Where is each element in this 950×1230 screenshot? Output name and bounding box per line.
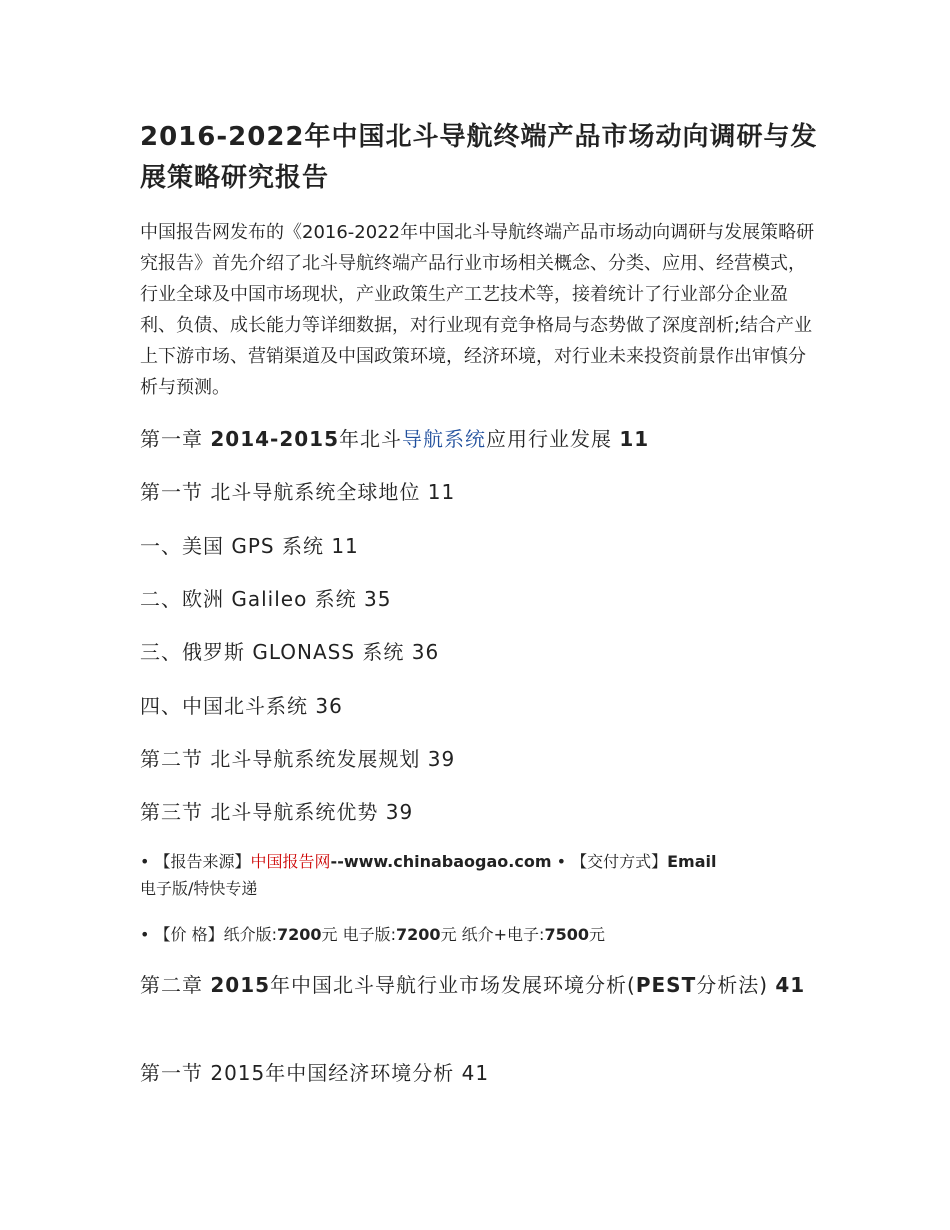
e-price: 7200: [396, 925, 441, 944]
report-intro: 中国报告网发布的《2016-2022年中国北斗导航终端产品市场动向调研与发展策略研究报告》首先介绍了北斗导航终端产品行业市场相关概念、分类、应用、经营模式，行业全球及中国市场现状，产业政策生产工艺技术等，接着统计了行业部分企业盈利、负债、成长能力等详细数据，对行业现有竞争格局与态势做了深度剖析;结合产业上下游市场、营销渠道及中国政策环境，经济环境，对行业未来投资前景作出审慎分析与预测。: [140, 222, 815, 398]
delivery-rest: 电子版/特快专递: [140, 879, 258, 898]
price-unit-2: 元 纸介+电子:: [440, 925, 545, 944]
paper-price: 7200: [277, 925, 322, 944]
price-unit-3: 元: [588, 925, 605, 944]
toc-ch2-pest: PEST: [635, 973, 697, 997]
toc-ch2-mid: 年中国北斗导航行业市场发展环境分析(: [270, 973, 636, 997]
toc-section-2-1: 第一节 2015年中国经济环境分析 41: [140, 1061, 490, 1085]
toc-chapter-1: [140, 425, 649, 453]
combo-price: 7500: [544, 925, 589, 944]
toc-ch1-mid: 年北斗: [339, 427, 402, 451]
source-label: • 【报告来源】: [140, 852, 251, 871]
report-source-info: [140, 848, 820, 902]
nav-system-link[interactable]: 导航系统: [402, 427, 486, 451]
source-url[interactable]: --www.chinabaogao.com: [330, 852, 552, 871]
report-title: 2016-2022年中国北斗导航终端产品市场动向调研与发展策略研究报告: [140, 122, 818, 193]
price-unit-1: 元 电子版:: [321, 925, 397, 944]
toc-section-1-1: 第一节 北斗导航系统全球地位 11: [140, 480, 456, 504]
toc-item-beidou: 四、中国北斗系统 36: [140, 694, 343, 718]
price-label: • 【价 格】纸介版:: [140, 925, 278, 944]
delivery-email: Email: [667, 852, 717, 871]
toc-ch2-year: 2015: [210, 973, 271, 997]
toc-ch1-suffix: 应用行业发展: [486, 427, 620, 451]
report-price-info: [140, 921, 820, 948]
toc-chapter-2: [140, 968, 820, 1002]
toc-item-glonass: 三、俄罗斯 GLONASS 系统 36: [140, 640, 440, 664]
source-name-link[interactable]: 中国报告网: [250, 852, 331, 871]
toc-ch1-years: 2014-2015: [210, 427, 339, 451]
toc-item-gps: 一、美国 GPS 系统 11: [140, 534, 359, 558]
toc-ch2-suffix: 分析法): [696, 973, 776, 997]
toc-ch1-page: 11: [619, 427, 650, 451]
toc-item-galileo: 二、欧洲 Galileo 系统 35: [140, 587, 392, 611]
delivery-label: • 【交付方式】: [551, 852, 668, 871]
toc-ch2-page: 41: [775, 973, 806, 997]
toc-ch2-prefix: 第二章: [140, 973, 211, 997]
toc-section-1-2: 第二节 北斗导航系统发展规划 39: [140, 747, 456, 771]
toc-section-1-3: 第三节 北斗导航系统优势 39: [140, 800, 414, 824]
toc-ch1-prefix: 第一章: [140, 427, 211, 451]
